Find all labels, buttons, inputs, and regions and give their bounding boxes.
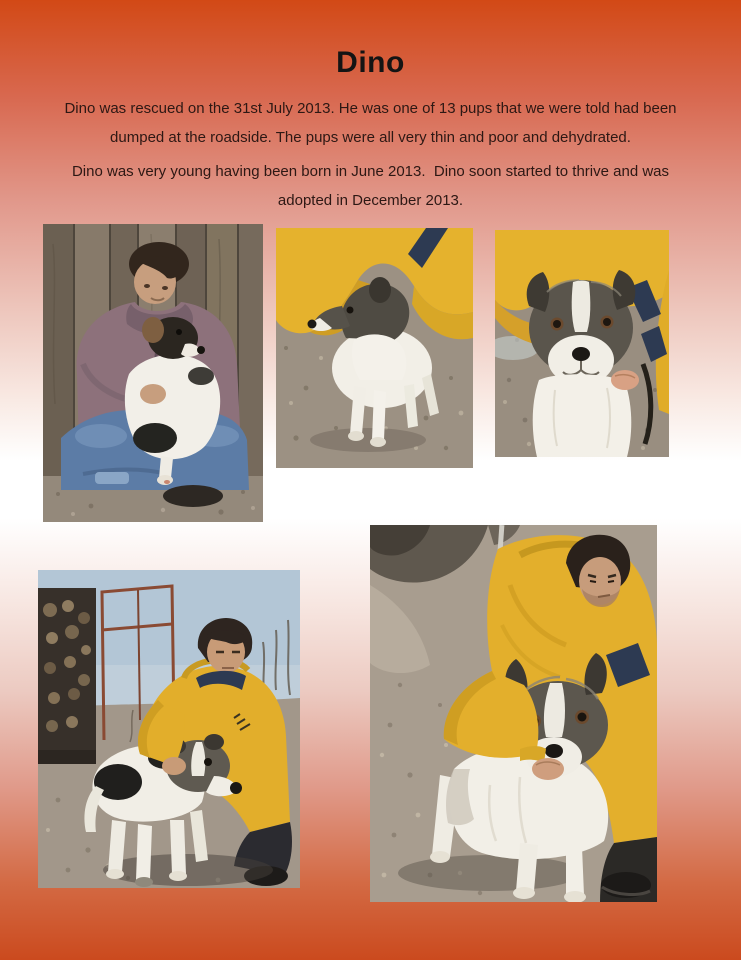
page-title: Dino bbox=[336, 46, 405, 79]
photo-5-illustration bbox=[370, 525, 657, 902]
photo-4-illustration bbox=[38, 570, 300, 888]
photo-1-illustration bbox=[43, 224, 263, 522]
photo-hoodie-man-puppy bbox=[43, 224, 263, 522]
woodpile bbox=[38, 588, 96, 764]
paragraph-line: Dino was very young having been born in June 2013. Dino soon started to thrive and was bbox=[71, 163, 670, 180]
intro-paragraph bbox=[38, 94, 703, 152]
followup-paragraph bbox=[38, 157, 703, 215]
paragraph-line: adopted in December 2013. bbox=[277, 192, 464, 209]
paragraph-line: Dino was rescued on the 31st July 2013. He was one of 13 pups that we were told had been bbox=[64, 100, 677, 117]
body-text bbox=[38, 94, 703, 215]
man-hand bbox=[140, 384, 166, 404]
photo-2-illustration bbox=[276, 228, 473, 468]
photo-crouching-man-dog bbox=[38, 570, 300, 888]
photo-3-illustration bbox=[495, 230, 669, 457]
photo-man-holding-dog bbox=[370, 525, 657, 902]
photo-puppy-closeup bbox=[495, 230, 669, 457]
paragraph-line: dumped at the roadside. The pups were all very thin and poor and dehydrated. bbox=[110, 129, 631, 146]
photo-yellow-jacket-puppy-side bbox=[276, 228, 473, 468]
